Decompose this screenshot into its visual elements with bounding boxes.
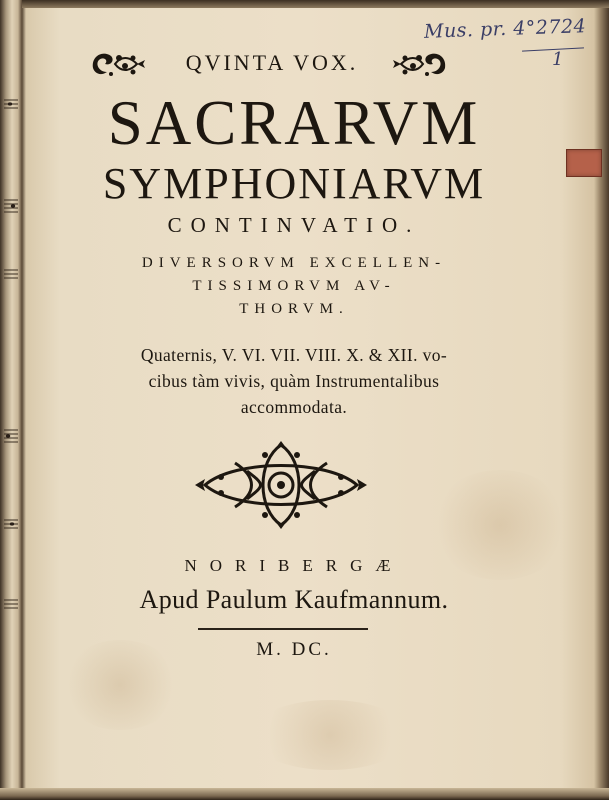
shelfmark-volume: 1 (552, 49, 564, 70)
subtitle (24, 252, 564, 321)
description-line: accommodata. (240, 397, 348, 417)
subtitle-line: TISSIMORVM AV- (192, 278, 396, 294)
title-line-3: CONTINVATIO. (167, 213, 421, 237)
page-bottom-edge (0, 788, 609, 800)
title-line-1: SACRARVM (107, 88, 481, 158)
page-top-edge (0, 0, 609, 8)
voice-part-label: QVINTA VOX. (185, 50, 359, 75)
place-of-publication: NORIBERGÆ (184, 556, 404, 575)
publication-year: M. DC. (256, 639, 332, 660)
description-line: cibus tàm vivis, quàm Instrumentalibus (148, 371, 440, 391)
floral-fleuron-icon (391, 46, 449, 82)
description (24, 342, 564, 420)
previous-page-staff-fragments (2, 90, 20, 650)
printer-imprint: Apud Paulum Kaufmannum. (139, 585, 449, 614)
imprint-rule (198, 628, 368, 630)
subtitle-line: THORVM. (239, 301, 349, 317)
title-line-2: SYMPHONIARVM (102, 159, 486, 208)
red-tab-marker (566, 149, 602, 177)
description-line: Quaternis, V. VI. VII. VIII. X. & XII. vo- (140, 345, 448, 365)
shelfmark-text: Mus. pr. 4°2724 (423, 15, 587, 43)
floral-fleuron-icon (89, 46, 147, 82)
subtitle-line: DIVERSORVM EXCELLEN- (141, 255, 447, 271)
paper-stain (250, 700, 410, 770)
voice-part-header (24, 44, 564, 90)
arabesque-knot-ornament-icon (195, 441, 367, 529)
